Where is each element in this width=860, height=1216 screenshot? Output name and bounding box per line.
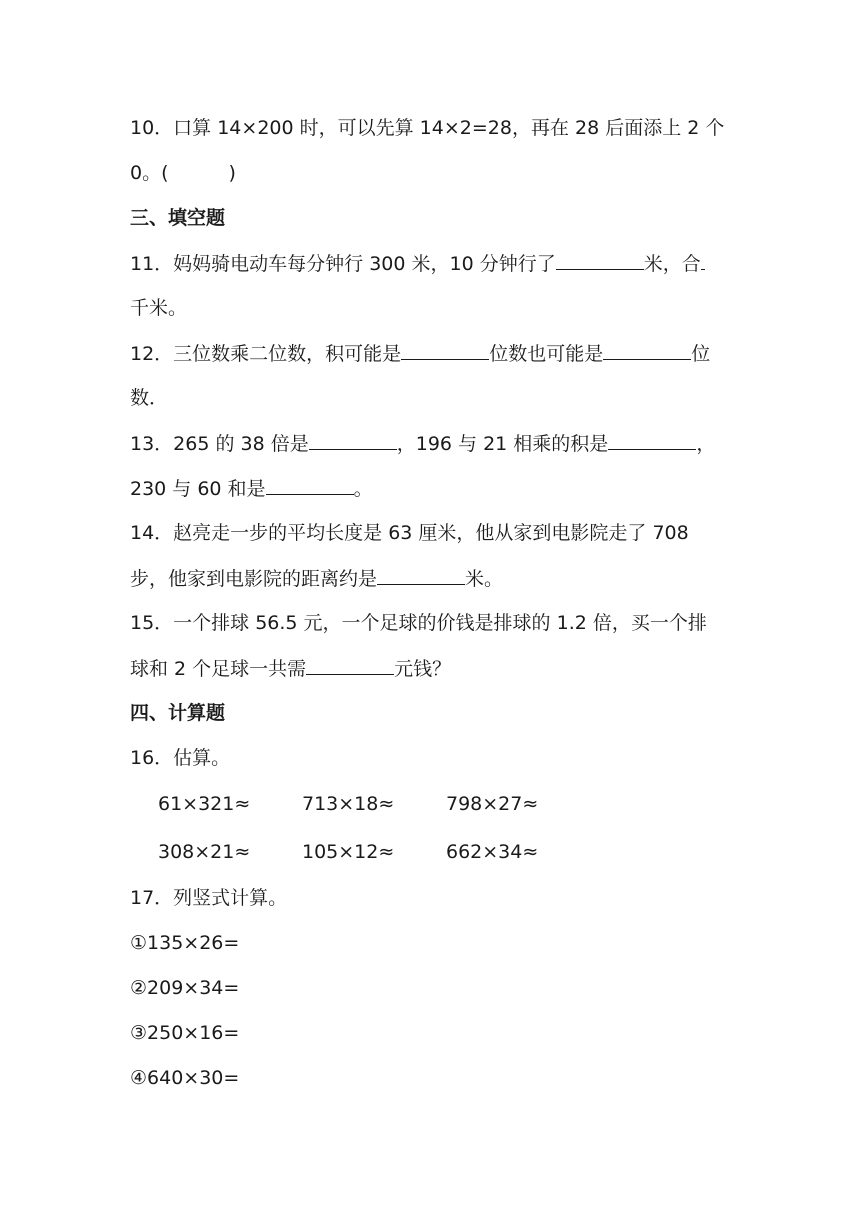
question-12-line-2 xyxy=(130,384,730,412)
question-15-line-1 xyxy=(130,609,730,637)
question-11-text-2: 米，合 xyxy=(643,253,701,275)
question-13-line-2 xyxy=(130,474,730,503)
vertical-calc-text: ③250×16= xyxy=(130,1022,240,1044)
estimate-item: 798×27≈ xyxy=(446,793,539,815)
question-15-text-cont: 球和 2 个足球一共需 xyxy=(130,658,307,680)
question-12-text-2: 位数也可能是 xyxy=(489,343,604,365)
estimate-item: 662×34≈ xyxy=(446,841,539,863)
question-11-text-cont: 千米。 xyxy=(130,297,188,319)
question-11-text: 11．妈妈骑电动车每分钟行 300 米，10 分钟行了 xyxy=(130,253,556,275)
question-13-text-cont: 230 与 60 和是 xyxy=(130,478,266,500)
question-11-line-1 xyxy=(130,249,730,278)
question-14-line-1 xyxy=(130,519,730,547)
question-13-text-3: ， xyxy=(696,433,716,455)
answer-blank[interactable] xyxy=(608,429,696,450)
answer-blank[interactable] xyxy=(306,654,394,675)
estimate-item: 713×18≈ xyxy=(302,793,395,815)
question-12-text-3: 位 xyxy=(691,343,711,365)
question-10-paren-close: ) xyxy=(228,162,236,184)
question-14-text: 14．赵亮走一步的平均长度是 63 厘米，他从家到电影院走了 708 xyxy=(130,522,689,544)
answer-blank[interactable] xyxy=(309,429,397,450)
vertical-calc-text: ④640×30= xyxy=(130,1067,240,1089)
question-14-text-cont: 步，他家到电影院的距离约是 xyxy=(130,568,378,590)
vertical-calc-text: ①135×26= xyxy=(130,932,240,954)
vertical-calc-item xyxy=(130,1064,730,1092)
question-15-text-end: 元钱？ xyxy=(394,658,452,680)
question-12-text: 12．三位数乘二位数，积可能是 xyxy=(130,343,402,365)
vertical-calc-item xyxy=(130,929,730,957)
answer-blank[interactable] xyxy=(701,249,705,270)
estimate-item: 308×21≈ xyxy=(158,841,251,863)
vertical-calc-item xyxy=(130,974,730,1002)
question-13-text-end: 。 xyxy=(353,478,373,500)
answer-blank[interactable] xyxy=(556,249,644,270)
answer-blank[interactable] xyxy=(377,564,465,585)
question-11-line-2 xyxy=(130,294,730,322)
question-16-text: 16．估算。 xyxy=(130,747,231,769)
question-15-text: 15．一个排球 56.5 元，一个足球的价钱是排球的 1.2 倍，买一个排 xyxy=(130,612,707,634)
vertical-calc-text: ②209×34= xyxy=(130,977,240,999)
answer-blank[interactable] xyxy=(266,474,354,495)
question-12-line-1 xyxy=(130,339,730,368)
estimate-item: 61×321≈ xyxy=(158,793,251,815)
question-10-text: 10．口算 14×200 时，可以先算 14×2=28，再在 28 后面添上 2 个 xyxy=(130,117,725,139)
question-10-text-cont: 0。( xyxy=(130,162,169,184)
section-3-title: 三、填空题 xyxy=(130,207,226,229)
question-12-text-cont: 数． xyxy=(130,387,169,409)
question-14-line-2 xyxy=(130,564,730,593)
question-13-text-2: ，196 与 21 相乘的积是 xyxy=(396,433,609,455)
answer-blank[interactable] xyxy=(401,339,489,360)
estimate-item: 105×12≈ xyxy=(302,841,395,863)
section-3-heading xyxy=(130,204,730,232)
question-17-title xyxy=(130,884,730,912)
section-4-title: 四、计算题 xyxy=(130,702,226,724)
vertical-calc-item xyxy=(130,1019,730,1047)
question-17-text: 17．列竖式计算。 xyxy=(130,887,288,909)
question-13-line-1 xyxy=(130,429,730,458)
question-14-text-end: 米。 xyxy=(465,568,504,590)
question-10-line-2 xyxy=(130,159,730,187)
question-13-text: 13．265 的 38 倍是 xyxy=(130,433,309,455)
question-16-title xyxy=(130,744,730,772)
answer-blank[interactable] xyxy=(603,339,691,360)
question-10-line-1 xyxy=(130,114,730,142)
question-15-line-2 xyxy=(130,654,730,683)
section-4-heading xyxy=(130,699,730,727)
